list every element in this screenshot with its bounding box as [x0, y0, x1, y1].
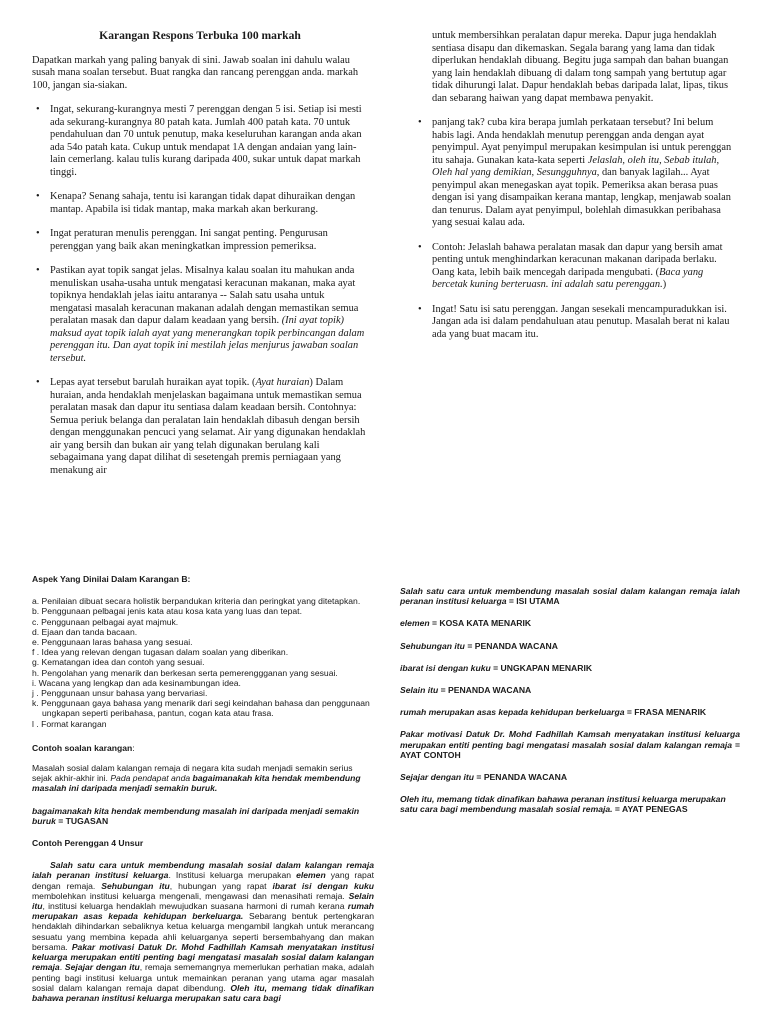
- list-item: h. Pengolahan yang menarik dan berkesan serta pemerenggganan yang sesuai.: [32, 667, 338, 678]
- annotation-ungkapan: ibarat isi dengan kuku = UNGKAPAN MENARIK: [400, 662, 593, 673]
- list-item: • Ingat! Satu isi satu perenggan. Jangan sesekali mencampuradukkan isi. Jangan ada isi dalam pendahuluan atau penutup. Masalah berat ni kalau ada yang buat macam itu.: [414, 304, 734, 342]
- list-item: b. Penggunaan pelbagai jenis kata atau kosa kata yang luas dan tepat.: [32, 606, 302, 617]
- bottom-right-column: [400, 586, 740, 827]
- continued-paragraph: untuk membersihkan peralatan dapur mereka. Dapur juga hendaklah sentiasa disapu dan dikemaskan. Segala barang yang lama dan tidak diperlukan hendaklah dibuang. Begitu juga sampah dan bahan buangan yang lain hendaklah dibuang di dalam tong sampah yang bertutup agar tidak dihurungi lalat. Dapur hendaklah bebas daripada lalat, lipas, tikus dan sebarang haiwan yang dapat membawa penyakit.: [432, 30, 729, 104]
- soalan-paragraph: Masalah sosial dalam kalangan remaja di negara kita sudah menjadi semakin serius sejak akhir-akhir ini. Pada pendapat anda bagaimanakah kita hendak membendung masalah ini daripada menjadi semakin buruk.: [32, 763, 361, 794]
- list-item: • Contoh: Jelaslah bahawa peralatan masak dan dapur yang bersih amat penting untuk menghindarkan keracunan makanan daripada berlaku. Oang kata, lebih baik mencegah daripada mengubati. (Baca yang bercetak kuning berteruasn. ini adalah satu perenggan.): [414, 242, 734, 292]
- tips-list-continued: [414, 117, 734, 341]
- list-item: l . Format karangan: [32, 718, 107, 729]
- list-item: • panjang tak? cuba kira berapa jumlah perkataan tersebut? Ini belum habis lagi. Anda hendaklah menutup perenggan anda dengan ayat penyimpul. Ayat penyimpul merupakan kesimpulan isi untuk perenggan itu sahaja. Gunakan kata-kata seperti Jelaslah, oleh itu, Sebab itulah, Oleh hal yang demikian, Sesungguhnya, dan banyak lagilah... Ayat penyimpul akan menegaskan ayat topik. Pemeriksa akan berasa puas dengan isi yang disampaikan kerana mantap, lengkap, menjawab soalan dan tenurus. Dalam ayat penyimpul, bolehlah dimasukkan peribahasa yang sesuai kalau ada.: [414, 117, 734, 230]
- annotation-kosa-kata: elemen = KOSA KATA MENARIK: [400, 618, 532, 629]
- tugasan-paragraph: bagaimanakah kita hendak membendung masalah ini daripada menjadi semakin buruk = TUGASAN: [32, 805, 360, 826]
- list-item: • Ingat, sekurang-kurangnya mesti 7 perenggan dengan 5 isi. Setiap isi mesti ada sekurang-kurangnya 80 patah kata. Jumlah 400 patah kata. 70 untuk pendahuluan dan 70 untuk penutup, maka keseluruhan karangan anda akan ada 54o patah kata. Cukup untuk mendapat 1A dengan andaian yang lain-lain cemerlang. kalau tulis kurang daripada 400, sukar untuk dapat markah tinggi.: [32, 104, 368, 179]
- annotation-penanda-wacana-3: Sejajar dengan itu = PENANDA WACANA: [400, 772, 568, 783]
- top-right-column: [414, 30, 734, 353]
- annotation-penanda-wacana-2: Selain itu = PENANDA WACANA: [400, 685, 532, 696]
- contoh-soalan-heading: Contoh soalan karangan:: [32, 742, 135, 753]
- annotation-ayat-contoh: Pakar motivasi Datuk Dr. Mohd Fadhillah Kamsah menyatakan institusi keluarga merupakan entiti penting bagi mengatasi masalah sosial dalam kalangan remaja = AYAT CONTOH: [400, 729, 740, 760]
- list-item: a. Penilaian dibuat secara holistik berpandukan kriteria dan peringkat yang ditetapkan.: [32, 596, 361, 607]
- list-item: • Lepas ayat tersebut barulah huraikan ayat topik. (Ayat huraian) Dalam huraian, anda hendaklah menjelaskan bagaimana untuk memastikan semua peralatan masak dan dapur itu sentiasa dalam keadaan bersih. Contohnya: Semua periuk belanga dan peralatan lain hendaklah dibasuh dengan bersih dengan menggunakan pencuci yang selamat. Air yang digunakan hendaklah air yang bersih dan bukan air yang telah digunakan berulang kali sebagaimana yang dapat dilihat di sesetengah premis perniagaan yang menakung air: [32, 377, 368, 477]
- annotation-frasa: rumah merupakan asas kepada kehidupan berkeluarga = FRASA MENARIK: [400, 707, 707, 718]
- tips-list: [32, 104, 368, 477]
- list-item: • Pastikan ayat topik sangat jelas. Misalnya kalau soalan itu mahukan anda menuliskan usaha-usaha untuk mengatasi keracunan makanan, maka ayat topiknya hendaklah jelas iaitu antaranya -- Salah satu usaha untuk mengatasi masalah keracunan makanan adalah dengan memastikan semua peralatan masak dan dapur dalam keadaan yang bersih. (Ini ayat topik) maksud ayat topik ialah ayat yang menerangkan topik perbincangan dalam perenggan itu. Dan ayat topik ini mestilah jelas menjurus jawaban soalan tersebut.: [32, 265, 368, 365]
- perenggan-heading: Contoh Perenggan 4 Unsur: [32, 838, 144, 849]
- top-left-column: [32, 30, 368, 489]
- list-item: e. Penggunaan laras bahasa yang sesuai.: [32, 637, 193, 648]
- list-item: • Kenapa? Senang sahaja, tentu isi karangan tidak dapat dihuraikan dengan mantap. Apabila isi tidak mantap, maka markah akan berkurang.: [32, 191, 368, 216]
- list-item: i. Wacana yang lengkap dan ada kesinambungan idea.: [32, 677, 241, 688]
- annotation-isi-utama: Salah satu cara untuk membendung masalah sosial dalam kalangan remaja ialah peranan institusi keluarga = ISI UTAMA: [400, 586, 740, 607]
- list-item: d. Ejaan dan tanda bacaan.: [32, 626, 138, 637]
- list-item: k. Penggunaan gaya bahasa yang menarik dari segi keindahan bahasa dan penggunaan ungkapan seperti peribahasa, pantun, cogan kata atau frasa.: [32, 698, 370, 719]
- list-item: f . Idea yang relevan dengan tugasan dalam soalan yang diberikan.: [32, 647, 289, 658]
- list-item: g. Kematangan idea dan contoh yang sesuai.: [32, 657, 205, 668]
- annotation-ayat-penegas: Oleh itu, memang tidak dinafikan bahawa peranan institusi keluarga merupakan satu cara bagi membendung masalah sosial remaja. = AYAT PENEGAS: [400, 794, 726, 815]
- criteria-list: [32, 596, 374, 729]
- intro-paragraph: Dapatkan markah yang paling banyak di sini. Jawab soalan ini dahulu walau susah mana soalan tersebut. Buat rangka dan rancang perenggan anda. markah 100, jangan sia-siakan.: [32, 54, 359, 91]
- example-paragraph: Salah satu cara untuk membendung masalah sosial dalam kalangan remaja ialah peranan institusi keluarga. Institusi keluarga merupakan elemen yang rapat dengan remaja. Sehubungan itu, hubungan yang rapat ibarat isi dengan kuku membolehkan institusi keluarga mengenali, mengawasi dan menasihati remaja. Selain itu, institusi keluarga hendaklah mewujudkan suasana harmoni di rumah kerana rumah merupakan asas kepada kehidupan berkeluarga. Sebarang bentuk pertengkaran hendaklah dihindarkan sebaliknya ketua keluarga mengambil langkah untuk merancang sesuatu yang membina kepada ahli keluarganya seperti bersembahyang dan makan bersama. Pakar motivasi Datuk Dr. Mohd Fadhillah Kamsah menyatakan institusi keluarga merupakan entiti penting bagi mengatasi masalah sosial dalam kalangan remaja. Sejajar dengan itu, remaja sememangnya memerlukan perhatian maka, adalah penting bagi institusi keluarga untuk memainkan peranan yang utama agar masalah sosial dalam kalangan remaja dapat dibendung. Oleh itu, memang tidak dinafikan bahawa peranan institusi keluarga merupakan satu cara bagi: [32, 860, 375, 1003]
- list-item: • Ingat peraturan menulis perenggan. Ini sangat penting. Pengurusan perenggan yang baik akan meningkatkan impression pemeriksa.: [32, 228, 368, 253]
- page-title: Karangan Respons Terbuka 100 markah: [99, 29, 301, 42]
- list-item: j . Penggunaan unsur bahasa yang bervariasi.: [32, 688, 208, 699]
- aspek-heading: Aspek Yang Dinilai Dalam Karangan B:: [32, 574, 191, 584]
- list-item: c. Penggunaan pelbagai ayat majmuk.: [32, 616, 179, 627]
- annotation-penanda-wacana-1: Sehubungan itu = PENANDA WACANA: [400, 640, 558, 651]
- bottom-left-column: [32, 574, 374, 1003]
